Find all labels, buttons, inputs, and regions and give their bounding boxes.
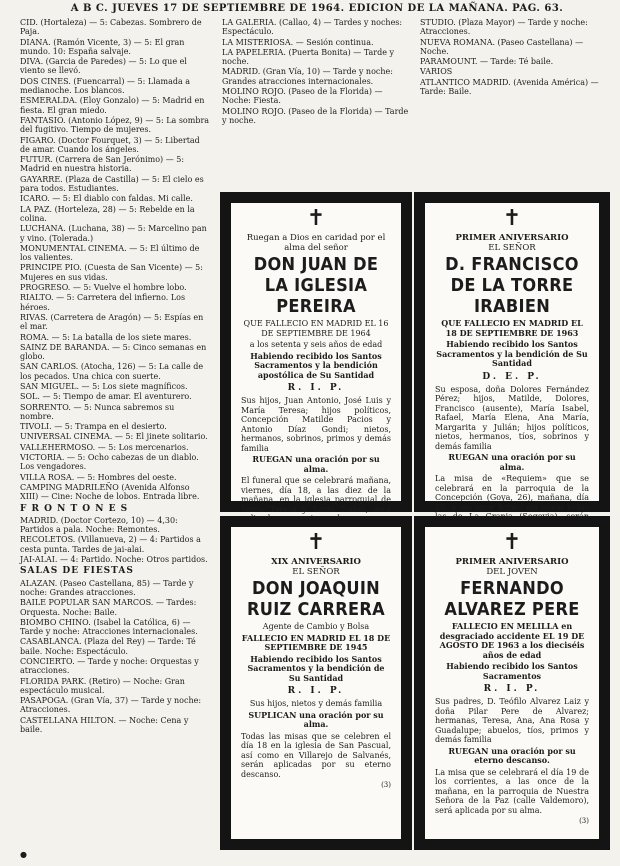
listing-entry: VICTORIA. — 5: Ocho cabezas de un diablo. Los vengadores.: [20, 453, 199, 472]
role-line: Agente de Cambio y Bolsa: [262, 622, 370, 631]
cross-icon: ✝: [306, 530, 326, 555]
listing-entry: RIVAS. (Carretera de Aragón) — 5: Espías en el mar.: [20, 312, 204, 332]
sacraments-line: Habiendo recibido los Santos Sacramentos y la bendición apostólica de Su Santidad: [250, 350, 382, 380]
family-text: Sus padres, D. Teófilo Alvarez Laiz y doña Pilar Pere de Alvarez; hermanas, Teresa, Ana, Ana Rosa y Guadalupe; abuelos, tíos, primos y demás familia: [435, 697, 589, 744]
cross-icon: ✝: [502, 530, 522, 555]
funeral-text: El funeral que se celebrará mañana, viernes, día 18, a las diez de la mañana, en la iglesia parroquial de Santa Teresa y Santa Isabel, será: [241, 476, 391, 514]
section-frontones: F R O N T O N E S: [20, 503, 129, 514]
listing-entry: FLORIDA PARK. (Retiro) — Noche: Gran espectáculo musical.: [20, 676, 185, 695]
listing-entry: ICARO. — 5: El diablo con faldas. Mi calle.: [20, 194, 193, 204]
listing-entry: JAI-ALAI. — 4: Partido. Noche: Otros partidos.: [20, 555, 208, 565]
listing-entry: SAINZ DE BARANDA. — 5: Cinco semanas en globo.: [20, 342, 207, 362]
sacraments-line: Habiendo recibido los Santos Sacramentos: [446, 661, 578, 681]
listing-entry: SOL. — 5: Tiempo de amar. El aventurero.: [20, 392, 192, 402]
listing-entry: MONUMENTAL CINEMA. — 5: El último de los valientes.: [20, 243, 200, 263]
obituary-notice-2: [414, 192, 610, 512]
notice-ref: (3): [579, 817, 589, 825]
cinema-list: [20, 18, 210, 502]
ruegan-line: RUEGAN una oración por su alma.: [448, 452, 576, 472]
footer-mark: ●: [20, 850, 27, 859]
listing-entry: RECOLETOS. (Villanueva, 2) — 4: Partidos a cesta punta. Tardes de jai-alai.: [20, 535, 201, 554]
rip-mark: D. E. P.: [482, 371, 542, 382]
listing-entry: UNIVERSAL CINEMA. — 5: El jinete solitario.: [20, 432, 208, 442]
funeral-text: La misa que se celebrará el día 19 de los corrientes, a las once de la mañana, en la parroquia de Nuestra Señora de la Paz (calle Valdemoro), será aplicada por su alma.: [435, 767, 589, 815]
death-line: FALLECIO EN MADRID EL 18 DE SEPTIEMBRE DE 1945: [241, 632, 391, 652]
listing-entry: VILLA ROSA. — 5: Hombres del oeste.: [20, 472, 177, 482]
listing-entry: MADRID. (Gran Vía, 10) — Tarde y noche: Grandes atracciones internacionales.: [222, 67, 393, 86]
listing-entry: LA PAPELERIA. (Puerta Bonita) — Tarde y noche.: [222, 47, 395, 67]
anniversary-line: PRIMER ANIVERSARIO: [455, 233, 569, 243]
listing-entry: CAMPING MADRILEÑO (Avenida Alfonso XIII) — Cine: Noche de lobos. Entrada libre.: [20, 482, 200, 502]
top-middle-text: [222, 18, 412, 188]
cross-icon: ✝: [306, 206, 326, 231]
deceased-name: FERNANDO ALVAREZ PERE: [444, 578, 580, 620]
listing-entry: LUCHANA. (Luchana, 38) — 5: Marcelino pan y vino. (Tolerada.): [20, 224, 207, 243]
deceased-name: DON JUAN DE LA IGLESIA PEREIRA: [253, 254, 379, 317]
funeral-text: La misa de «Requiem» que se celebrará en la parroquia de la Concepción (Goya, 26), mañana, día 18, a las once horas, así como todas: [435, 474, 589, 512]
rip-mark: R. I. P.: [287, 686, 345, 696]
listing-entry: NUEVA ROMANA. (Paseo Castellana) — Noche.: [420, 37, 584, 56]
listing-entry: MADRID. (Doctor Cortezo, 10) — 4,30: Partidos a pala. Noche: Remontes.: [20, 515, 178, 535]
obituary-notice-3: [220, 516, 412, 850]
family-text: Sus hijos, Juan Antonio, José Luis y María Teresa; hijos políticos, Concepción Matilde Pacios y Antonio Díaz Gondi; nietos, hermanos, sobrinos, primos y demás familia: [241, 396, 391, 453]
listing-entry: CASABLANCA. (Plaza del Rey) — Tarde: Té baile. Noche: Espectáculo.: [20, 637, 196, 656]
listing-entry: DOS CINES. (Fuencarral) — 5: Llamada a medianoche. Los blancos.: [20, 76, 191, 96]
listing-entry: FIGARO. (Doctor Fourquet, 3) — 5: Libertad de amar. Cuando los ángeles.: [20, 135, 200, 154]
rip-mark: R. I. P.: [483, 684, 541, 694]
listing-entry: ROMA. — 5: La batalla de los siete mares.: [20, 332, 192, 342]
frontones-list: [20, 516, 210, 564]
listing-entry: ATLANTICO MADRID. (Avenida América) — Tarde: Baile.: [420, 77, 599, 97]
top-right-text: [420, 18, 610, 188]
listing-entry: DIANA. (Ramón Vicente, 3) — 5: El gran mundo. 10: España salvaje.: [20, 37, 185, 56]
listing-entry: SAN CARLOS. (Atocha, 126) — 5: La calle de los pecados. Una chica con suerte.: [20, 362, 204, 381]
listing-entry: PARAMOUNT. — Tarde: Té baile.: [420, 57, 554, 67]
listing-entry: FANTASIO. (Antonio López, 9) — 5: La sombra del fugitivo. Tiempo de mujeres.: [20, 115, 210, 135]
listing-entry: DIVA. (Garcia de Paredes) — 5: Lo que el viento se llevó.: [20, 57, 187, 76]
listing-entry: RIALTO. — 5: Carretera del infierno. Los héroes.: [20, 293, 186, 312]
ruegan-line: RUEGAN una oración por su alma.: [252, 454, 380, 474]
listing-entry: FUTUR. (Carrera de San Jerónimo) — 5: Madrid en nuestra historia.: [20, 155, 185, 174]
listing-entry: GAYARRE. (Plaza de Castilla) — 5: El cielo es para todos. Estudiantes.: [20, 174, 204, 194]
title-line: EL SEÑOR: [488, 243, 536, 253]
sacraments-line: Habiendo recibido los Santos Sacramentos y la bendición de Su Santidad: [247, 653, 385, 683]
listing-entry: PROGRESO. — 5: Vuelve el hombre lobo.: [20, 283, 187, 293]
anniversary-line: PRIMER ANIVERSARIO: [455, 557, 569, 567]
family-text: Sus hijos, nietos y demás familia: [249, 699, 383, 708]
listing-entry: LA PAZ. (Horteleza, 28) — 5: Rebelde en la colina.: [20, 204, 195, 223]
obituary-notice-4: [414, 516, 610, 850]
death-line: QUE FALLECIO EN MADRID EL 18 DE SEPTIEMBRE DE 1963: [441, 318, 583, 338]
listing-entry: CID. (Hortaleza) — 5: Cabezas. Sombrero de Paja.: [20, 18, 202, 37]
listing-entry: LA MISTERIOSA. — Sesión continua.: [222, 37, 374, 47]
deceased-name: DON JOAQUIN RUIZ CARRERA: [246, 578, 386, 620]
ruegan-line: SUPLICAN una oración por su alma.: [248, 709, 384, 729]
cross-icon: ✝: [502, 206, 522, 231]
listing-entry: BAILE POPULAR SAN MARCOS. — Tardes: Orquesta. Noche: Baile.: [20, 598, 197, 617]
rip-mark: R. I. P.: [287, 383, 345, 393]
listing-entry: PASAPOGA. (Gran Vía, 37) — Tarde y noche: Atracciones.: [20, 696, 202, 715]
listing-entry: MOLINO ROJO. (Paseo de la Florida) — Noche: Fiesta.: [222, 87, 383, 106]
listing-entry: VARIOS: [420, 67, 453, 77]
anniversary-line: XIX ANIVERSARIO: [271, 557, 361, 567]
listing-entry: SAN MIGUEL. — 5: Los siete magníficos.: [20, 381, 188, 391]
section-salas: SALAS DE FIESTAS: [20, 566, 134, 577]
listing-entry: ALAZAN. (Paseo Castellana, 85) — Tarde y noche: Grandes atracciones.: [20, 578, 194, 597]
notice-ref: (3): [381, 781, 391, 789]
listing-entry: TIVOLI. — 5: Trampa en el desierto.: [20, 422, 167, 432]
title-line: EL SEÑOR: [292, 567, 340, 577]
listing-entry: PRINCIPE PIO. (Cuesta de San Vicente) — 5: Mujeres en sus vidas.: [20, 263, 203, 282]
funeral-text: Todas las misas que se celebren el día 18 en la iglesia de San Pascual, así como en Villarejo de Salvanés, serán aplicadas por su eterno descanso.: [241, 731, 391, 779]
notice-intro: Ruegan a Dios en caridad por el alma del señor: [246, 233, 386, 253]
salas-list: [20, 579, 210, 735]
listings-column: [20, 18, 210, 858]
listing-entry: LA GALERIA. (Callao, 4) — Tardes y noches: Espectáculo.: [222, 18, 403, 37]
page-header: A B C. JUEVES 17 DE SEPTIEMBRE DE 1964. EDICION DE LA MAÑANA. PAG. 63.: [70, 3, 564, 14]
death-line: FALLECIO EN MELILLA en desgraciado accidente EL 19 DE AGOSTO DE 1963 a los dieciséis años de edad: [439, 621, 585, 660]
obituary-notice-1: [220, 192, 412, 512]
listing-entry: SORRENTO. — 5: Nunca sabremos su nombre.: [20, 402, 175, 421]
ruegan-line: RUEGAN una oración por su eterno descanso.: [448, 745, 576, 765]
listing-entry: CONCIERTO. — Tarde y noche: Orquestas y atracciones.: [20, 657, 199, 676]
listing-entry: CASTELLANA HILTON. — Noche: Cena y baile.: [20, 715, 189, 735]
deceased-name: D. FRANCISCO DE LA TORRE IRABIEN: [445, 254, 579, 317]
listing-entry: ESMERALDA. (Eloy Gonzalo) — 5: Madrid en fiesta. El gran miedo.: [20, 96, 205, 115]
listing-entry: BIOMBO CHINO. (Isabel la Católica, 6) — Tarde y noche: Atracciones internacionales.: [20, 617, 198, 637]
listing-entry: MOLINO ROJO. (Paseo de la Florida) — Tarde y noche.: [222, 106, 409, 125]
death-line: QUE FALLECIO EN MADRID EL 16 DE SEPTIEMBRE DE 1964: [243, 319, 389, 338]
sacraments-line: Habiendo recibido los Santos Sacramentos y la bendición de Su Santidad: [436, 339, 588, 368]
title-line: DEL JOVEN: [486, 567, 538, 577]
age-line: a los setenta y seis años de edad: [249, 340, 383, 349]
listing-entry: STUDIO. (Plaza Mayor) — Tarde y noche: Atracciones.: [420, 18, 588, 37]
family-text: Su esposa, doña Dolores Fernández Pérez; hijos, Matilde, Dolores, Francisco (ausente), María Isabel, Rafael, María Elena, Ana María, Margarita y Julián; hijos políticos, nietos, hermanos, tíos, sobrinos y demás familia: [435, 384, 589, 451]
listing-entry: VALLEHERMOSO. — 5: Los mercenarios.: [20, 442, 189, 452]
